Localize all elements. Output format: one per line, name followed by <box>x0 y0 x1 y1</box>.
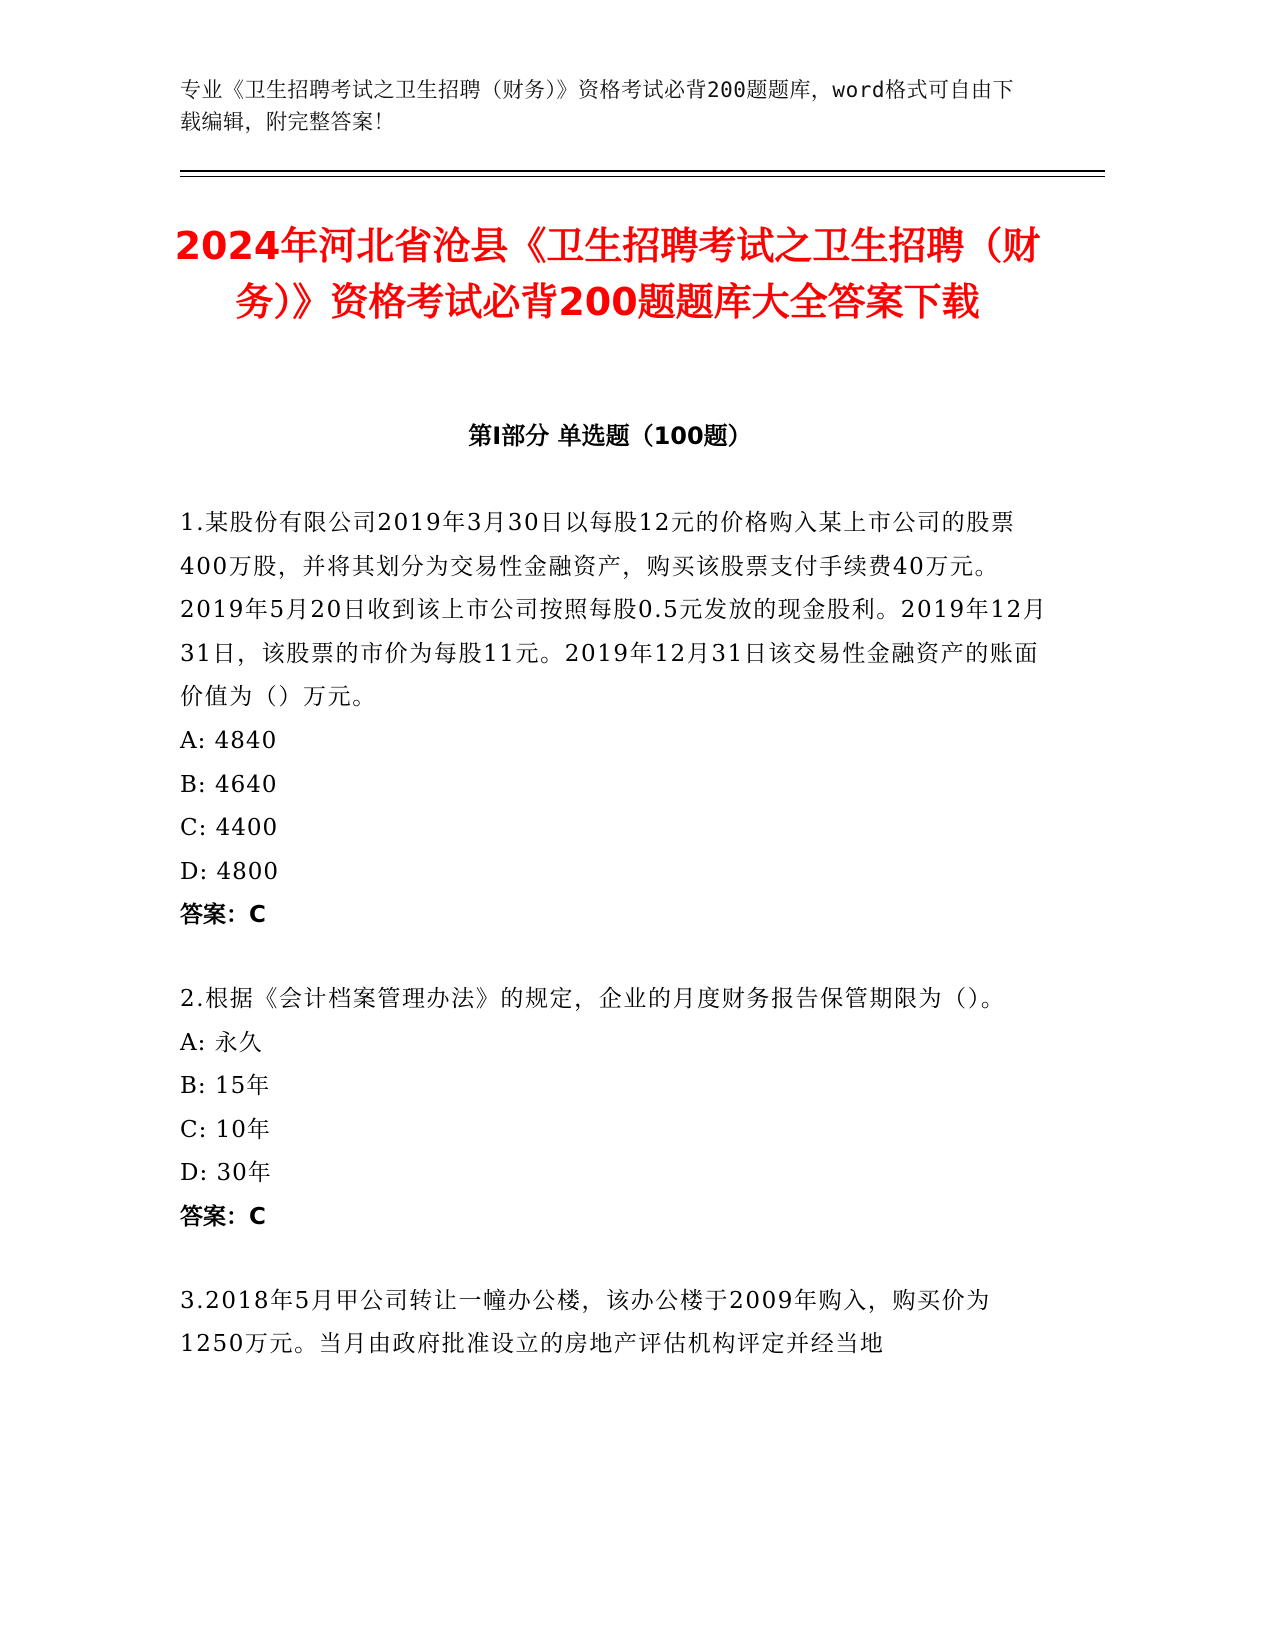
option-c: C: 4400 <box>180 815 279 842</box>
option-c: C: 10年 <box>180 1116 271 1143</box>
option-a: A: 4840 <box>180 727 278 754</box>
question-stem: 3.2018年5月甲公司转让一幢办公楼，该办公楼于2009年购入，购买价为1250万元。当月由政府批准设立的房地产评估机构评定并经当地 <box>180 1287 991 1358</box>
header-note: 专业《卫生招聘考试之卫生招聘（财务）》资格考试必背200题题库，word格式可自由下载编辑，附完整答案！ <box>180 78 1014 134</box>
question-2 <box>180 978 1050 1240</box>
question-stem: 2.根据《会计档案管理办法》的规定，企业的月度财务报告保管期限为（）。 <box>180 985 1006 1012</box>
option-b: B: 4640 <box>180 771 278 798</box>
question-3 <box>180 1280 1050 1367</box>
answer: 答案：C <box>180 902 266 929</box>
question-list <box>180 502 1050 1407</box>
header-divider-thin <box>180 176 1105 177</box>
question-1 <box>180 502 1050 938</box>
option-d: D: 4800 <box>180 858 280 885</box>
answer: 答案：C <box>180 1203 266 1230</box>
question-stem: 1.某股份有限公司2019年3月30日以每股12元的价格购入某上市公司的股票400万股，并将其划分为交易性金融资产，购买该股票支付手续费40万元。2019年5月20日收到该上市公司按照每股0.5元发放的现金股利。2019年12月31日，该股票的市价为每股11元。2019年12月31日该交易性金融资产的账面价值为（）万元。 <box>180 510 1048 711</box>
option-d: D: 30年 <box>180 1160 272 1187</box>
option-b: B: 15年 <box>180 1073 271 1100</box>
option-a: A: 永久 <box>180 1029 263 1056</box>
section-heading: 第Ⅰ部分 单选题（100题） <box>468 422 752 450</box>
document-title: 2024年河北省沧县《卫生招聘考试之卫生招聘（财务）》资格考试必背200题题库大全答案下载 <box>174 224 1041 324</box>
header-divider-thick <box>180 170 1105 172</box>
